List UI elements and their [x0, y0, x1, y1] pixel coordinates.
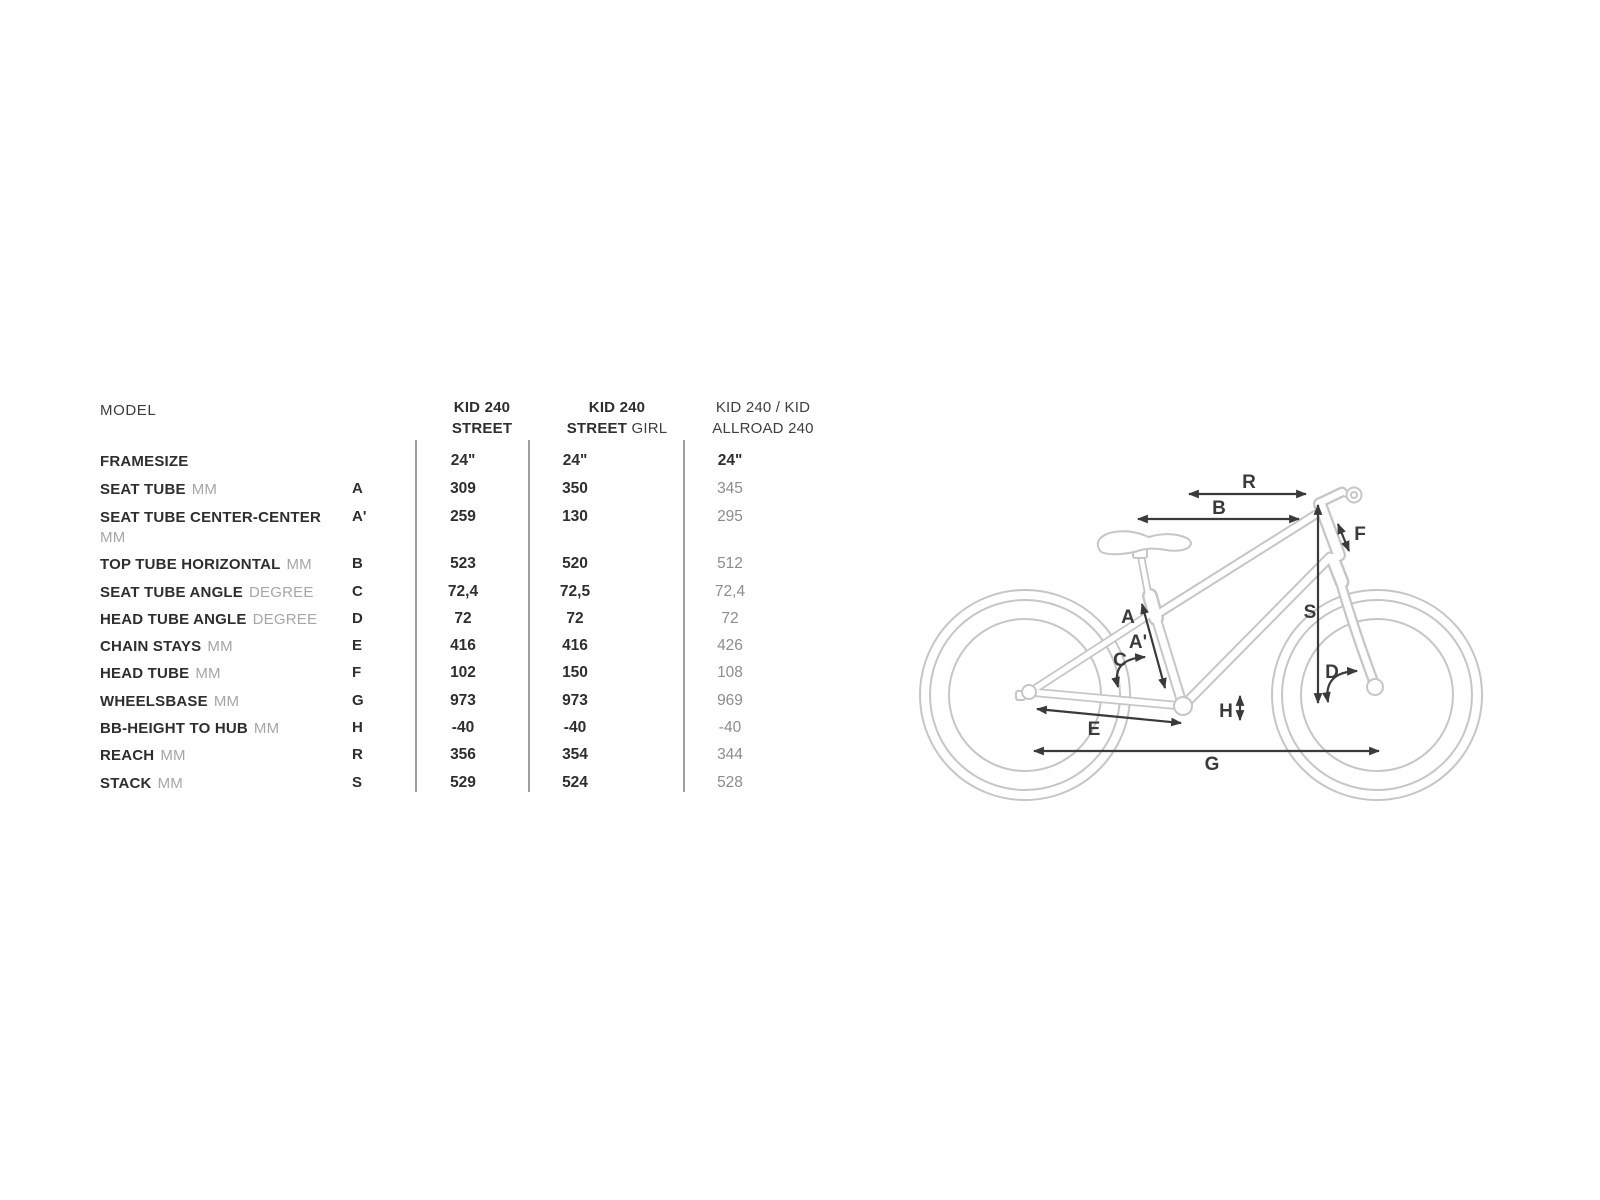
dim-label-F: F: [1354, 524, 1366, 545]
cell-value: 150: [562, 664, 588, 681]
cell-value: 973: [450, 692, 476, 709]
cell-value: 24": [450, 452, 476, 469]
cell-value: 528: [717, 774, 743, 791]
cell-value: 295: [717, 508, 743, 525]
bike-frame-icon: [1030, 492, 1376, 706]
row-unit: MM: [191, 481, 218, 498]
cell-value: 72: [454, 610, 472, 627]
row-label: SEAT TUBE: [100, 481, 186, 498]
cell-value: 102: [450, 664, 476, 681]
row-label: REACH: [100, 747, 155, 764]
dim-label-C: C: [1113, 650, 1127, 671]
cell-value: 350: [562, 480, 588, 497]
row-label: CHAIN STAYS: [100, 638, 202, 655]
cell-value: -40: [451, 719, 475, 736]
column-header-kid240allroad: [701, 397, 825, 439]
row-unit: DEGREE: [249, 584, 314, 601]
cell-value: -40: [718, 719, 742, 736]
cell-value: 24": [562, 452, 588, 469]
cell-value: 512: [717, 555, 743, 572]
dim-label-E: E: [1087, 719, 1101, 740]
rear-dropout-icon: [1022, 685, 1036, 699]
cell-value: 24": [717, 452, 743, 469]
dim-label-B: B: [1212, 498, 1226, 519]
row-letter: D: [352, 610, 363, 627]
dim-label-G: G: [1204, 754, 1220, 775]
row-letter: F: [352, 664, 362, 681]
cell-value: 344: [717, 746, 743, 763]
cell-value: 969: [717, 692, 743, 709]
model-column-header: MODEL: [100, 402, 157, 419]
cell-value: 72,4: [714, 583, 746, 600]
row-unit: MM: [253, 720, 280, 737]
column-header-line2: ALLROAD 240: [712, 420, 814, 437]
cell-value: 345: [717, 480, 743, 497]
column-header-line2: STREET GIRL: [566, 420, 668, 437]
dim-label-S: S: [1303, 602, 1317, 623]
row-label: FRAMESIZE: [100, 453, 189, 470]
dim-label-H: H: [1219, 701, 1233, 722]
column-header-kid240streetgirl: [555, 397, 679, 439]
column-header-line1: KID 240: [453, 399, 511, 416]
row-letter: C: [352, 583, 363, 600]
row-label: SEAT TUBE CENTER-CENTER: [100, 509, 321, 526]
row-unit: MM: [213, 693, 240, 710]
cell-value: 416: [450, 637, 476, 654]
row-label: SEAT TUBE ANGLE: [100, 584, 244, 601]
cell-value: 72,5: [559, 583, 591, 600]
column-header-kid240street: [420, 397, 544, 439]
cell-value: 416: [562, 637, 588, 654]
row-letter: R: [352, 746, 363, 763]
dim-label-A-prime: A': [1128, 632, 1148, 653]
row-label: HEAD TUBE ANGLE: [100, 611, 247, 628]
row-unit: MM: [195, 665, 221, 682]
cell-value: 523: [450, 555, 476, 572]
cell-value: 72: [721, 610, 739, 627]
row-unit: MM: [157, 775, 183, 792]
cell-value: 529: [450, 774, 476, 791]
cell-value: 259: [450, 508, 476, 525]
dim-label-A: A: [1121, 607, 1135, 628]
row-label: HEAD TUBE: [100, 665, 190, 682]
cell-value: 356: [450, 746, 476, 763]
row-label: WHEELSBASE: [100, 693, 208, 710]
cell-value: 973: [562, 692, 588, 709]
row-unit: MM: [286, 556, 312, 573]
dim-label-D: D: [1325, 662, 1339, 683]
cell-value: 72: [566, 610, 584, 627]
row-label: TOP TUBE HORIZONTAL: [100, 556, 281, 573]
row-letter: H: [352, 719, 363, 736]
row-label: BB-HEIGHT TO HUB: [100, 720, 248, 737]
row-letter: S: [352, 774, 363, 791]
row-label: STACK: [100, 775, 152, 792]
cell-value: 354: [562, 746, 588, 763]
row-unit: MM: [207, 638, 233, 655]
row-letter: A': [352, 508, 367, 525]
row-letter: E: [352, 637, 363, 654]
cell-value: 72,4: [447, 583, 479, 600]
row-letter: B: [352, 555, 363, 572]
front-dropout-icon: [1367, 679, 1383, 695]
column-header-line1: KID 240: [588, 399, 646, 416]
cell-value: 130: [562, 508, 588, 525]
column-header-line1: KID 240 / KID: [715, 399, 811, 416]
handlebar-grip-center-icon: [1351, 492, 1357, 498]
cell-value: 426: [717, 637, 743, 654]
cell-value: 108: [717, 664, 743, 681]
row-unit: MM: [160, 747, 186, 764]
cell-value: -40: [563, 719, 587, 736]
bottom-bracket-icon: [1174, 697, 1192, 715]
bike-geometry-diagram: [890, 445, 1485, 815]
row-unit: MM: [100, 528, 126, 546]
row-letter: A: [352, 480, 363, 497]
cell-value: 524: [562, 774, 588, 791]
bike-diagram-svg: [890, 445, 1485, 815]
cell-value: 309: [450, 480, 476, 497]
row-letter: G: [352, 692, 364, 709]
column-header-line2: STREET: [451, 420, 513, 437]
cell-value: 520: [562, 555, 588, 572]
row-unit: DEGREE: [252, 611, 318, 628]
dim-label-R: R: [1242, 472, 1256, 493]
dim-arrow-E: [1037, 709, 1181, 723]
